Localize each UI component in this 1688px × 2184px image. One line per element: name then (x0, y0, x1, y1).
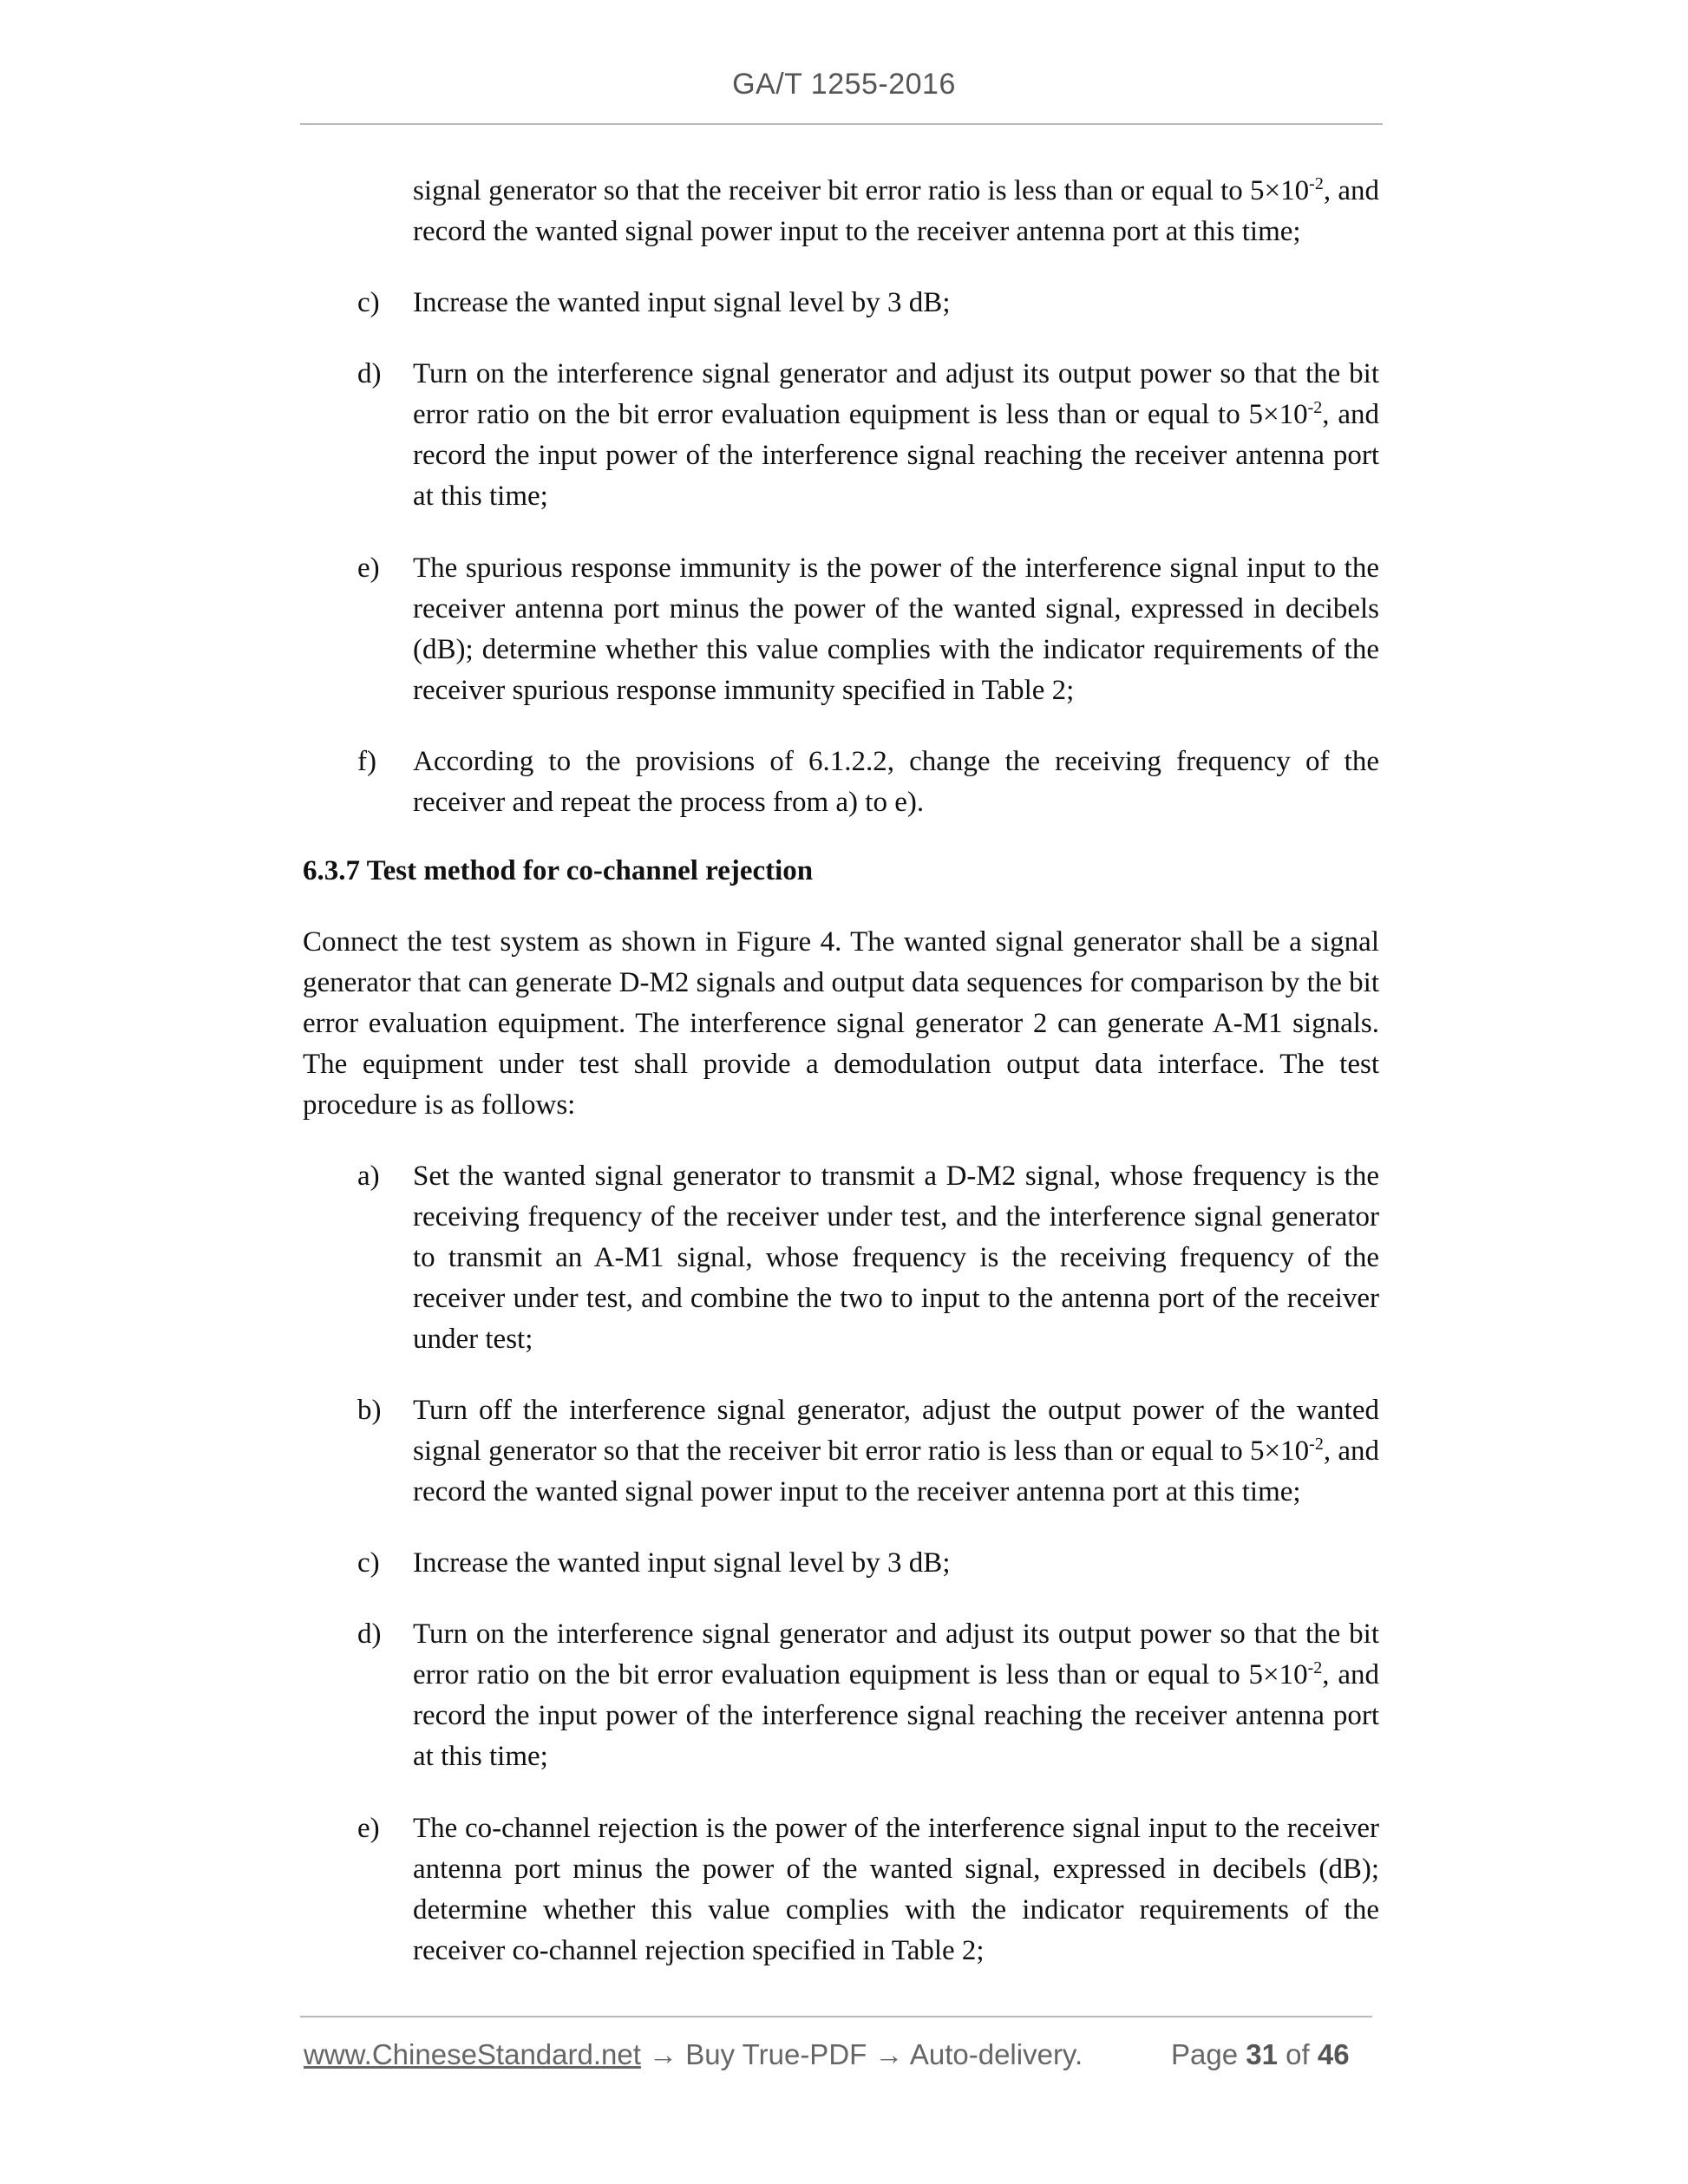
list-item-text: According to the provisions of 6.1.2.2, change the receiving frequency of the receiver and repeat the process from a) to e). (413, 746, 1379, 818)
list-item-text: Turn on the interference signal generator and adjust its output power so that the bit error ratio on the bit error evaluation equipment is less than or equal to $5\times 10^{-2}$, and record the input power of the interference signal reaching the receiver antenna port at this time; (413, 1618, 1379, 1772)
list-item-text: Increase the wanted input signal level by 3 dB; (413, 1547, 951, 1579)
superscript-exponent: -2 (1309, 1435, 1324, 1454)
list-item-text: Increase the wanted input signal level by 3 dB; (413, 287, 951, 318)
page-footer (304, 2038, 1376, 2071)
list-marker: e) (357, 1813, 380, 1844)
page-indicator (1171, 2038, 1350, 2071)
website-link[interactable]: www.ChineseStandard.net (304, 2038, 641, 2070)
list-item-text: Turn on the interference signal generator and adjust its output power so that the bit error ratio on the bit error evaluation equipment is less than or equal to $5\times 10^{-2}$, and record the input power of the interference signal reaching the receiver antenna port at this time; (413, 358, 1379, 512)
auto-delivery-text: Auto-delivery. (909, 2038, 1083, 2070)
current-page-number: 31 (1246, 2038, 1278, 2070)
header-divider (300, 123, 1383, 125)
section-heading: 6.3.7 Test method for co-channel rejection (303, 855, 814, 886)
superscript-exponent: -2 (1309, 174, 1324, 193)
list-marker: d) (357, 358, 382, 389)
list-marker: c) (357, 1547, 380, 1579)
list-item-text: The co-channel rejection is the power of the interference signal input to the receiver antenna port minus the power of the wanted signal, expressed in decibels (dB); determine whether this value complies with the indicator requirements of the receiver co-channel rejection specified in Table 2; (413, 1813, 1379, 1966)
of-label: of (1286, 2038, 1310, 2070)
total-pages-number: 46 (1317, 2038, 1350, 2070)
arrow-right-icon: → (649, 2038, 678, 2070)
list-marker: f) (357, 746, 376, 777)
document-code-header: GA/T 1255-2016 (732, 68, 956, 101)
superscript-exponent: -2 (1307, 398, 1323, 417)
list-item-text: The spurious response immunity is the power of the interference signal input to the receiver antenna port minus the power of the wanted signal, expressed in decibels (dB); determine whether this value complies with the indicator requirements of the receiver spurious response immunity specified in Table 2; (413, 553, 1379, 706)
footer-divider (300, 2016, 1372, 2017)
arrow-right-icon: → (874, 2038, 904, 2070)
list-marker: b) (357, 1395, 382, 1426)
continued-item-text: signal generator so that the receiver bit error ratio is less than or equal to $5\times 10^{-2}$, and record the wanted signal power input to the receiver antenna port at this time; (413, 174, 1379, 247)
list-marker: a) (357, 1161, 380, 1192)
superscript-exponent: -2 (1307, 1658, 1323, 1677)
intro-paragraph: Connect the test system as shown in Figure 4. The wanted signal generator shall be a signal generator that can generate D-M2 signals and output data sequences for comparison by the bit error evaluation equipment. The interference signal generator 2 can generate A-M1 signals. The equipment under test shall provide a demodulation output data interface. The test procedure is as follows: (303, 926, 1379, 1121)
list-item-text: Set the wanted signal generator to transmit a D-M2 signal, whose frequency is the receiving frequency of the receiver under test, and the interference signal generator to transmit an A-M1 signal, whose frequency is the receiving frequency of the receiver under test, and combine the two to input to the antenna port of the receiver under test; (413, 1161, 1379, 1355)
list-item-text: Turn off the interference signal generator, adjust the output power of the wanted signal generator so that the receiver bit error ratio is less than or equal to $5\times 10^{-2}$, and record the wanted signal power input to the receiver antenna port at this time; (413, 1395, 1379, 1507)
buy-true-pdf-text: Buy True-PDF (685, 2038, 867, 2070)
list-marker: c) (357, 287, 380, 318)
list-marker: e) (357, 553, 380, 584)
page-label: Page (1171, 2038, 1239, 2070)
list-marker: d) (357, 1618, 382, 1650)
